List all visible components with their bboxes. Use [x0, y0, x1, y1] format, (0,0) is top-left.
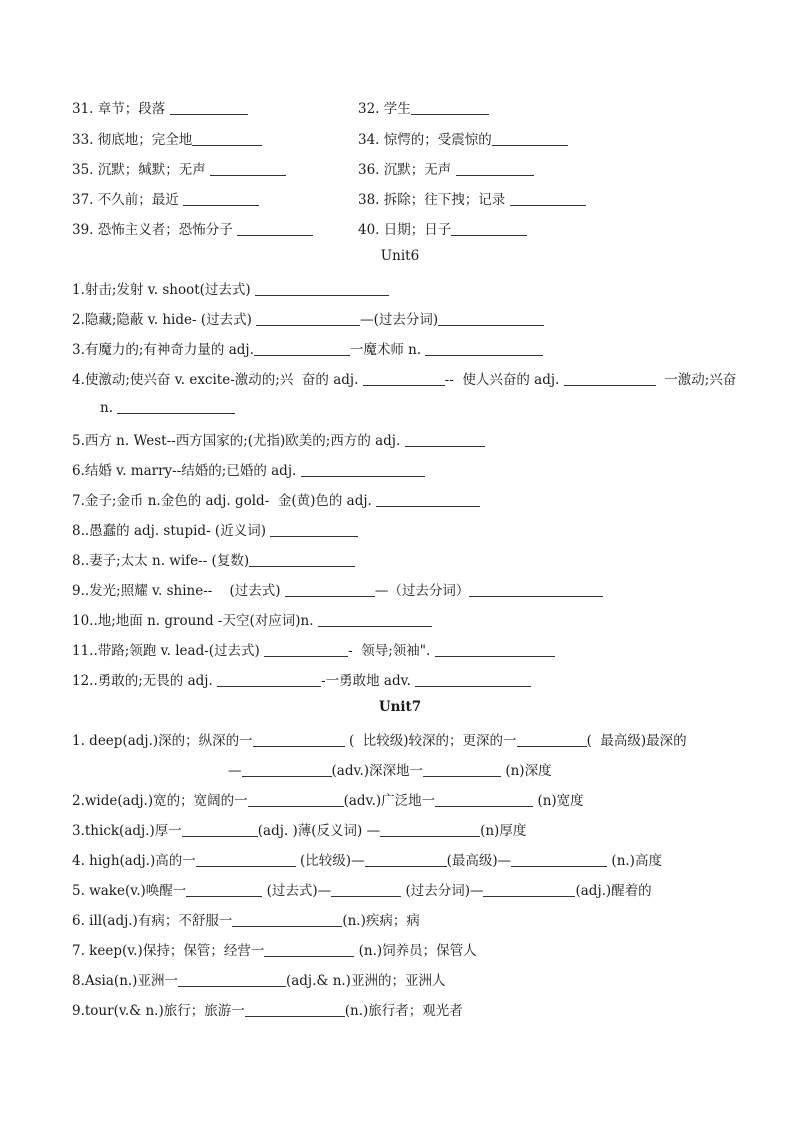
item-text: 2.wide(adj.)宽的；宽阔的一	[72, 793, 248, 809]
answer-blank[interactable]	[186, 882, 262, 897]
answer-blank[interactable]	[451, 221, 527, 236]
item-text: 4.使激动;使兴奋 v. excite-激动的;兴 奋的 adj.	[72, 372, 359, 388]
item-text: 1.射击;发射 v. shoot(过去式)	[72, 282, 251, 298]
item-text: (最高级)—	[446, 853, 512, 869]
unit6-item	[72, 549, 355, 569]
item-text: 12..勇敢的;无畏的 adj.	[72, 673, 213, 689]
answer-blank[interactable]	[249, 552, 355, 567]
answer-blank[interactable]	[183, 191, 259, 206]
item-text: 2.隐藏;隐蔽 v. hide- (过去式)	[72, 312, 252, 328]
item-text: -- 使人兴奋的 adj.	[444, 372, 560, 388]
unit6-item	[72, 338, 543, 358]
item-text: - 领导;领袖".	[348, 643, 431, 659]
unit7-item	[72, 999, 463, 1019]
answer-blank[interactable]	[217, 672, 321, 687]
unit6-item	[72, 489, 480, 509]
unit6-heading: Unit6	[380, 248, 420, 264]
item-text: ( 最高级)最深的	[586, 733, 687, 749]
unit6-item	[72, 669, 531, 689]
answer-blank[interactable]	[365, 852, 447, 867]
item-text: ( 比较级)较深的；更深的一	[348, 733, 517, 749]
item-text: 拆除；往下拽；记录	[383, 192, 506, 208]
answer-blank[interactable]	[270, 522, 358, 537]
item-text: (n)宽度	[537, 793, 584, 809]
unit7-item	[72, 939, 477, 959]
answer-blank[interactable]	[435, 792, 533, 807]
item-text: (过去分词)—	[405, 883, 484, 899]
answer-blank[interactable]	[196, 852, 296, 867]
unit6-item	[72, 519, 358, 539]
item-text: 学生	[383, 101, 411, 117]
answer-blank[interactable]	[405, 432, 485, 447]
item-text: 不久前；最近	[97, 192, 179, 208]
vocab-row	[0, 128, 800, 148]
item-number: 37.	[72, 192, 94, 208]
vocab-item	[358, 128, 568, 148]
vocab-item	[72, 97, 248, 117]
item-text: —	[228, 763, 242, 779]
answer-blank[interactable]	[178, 972, 286, 987]
item-text: (过去式)—	[266, 883, 332, 899]
unit6-item	[72, 609, 432, 629]
item-text: 6. ill(adj.)有病；不舒服一	[72, 913, 233, 929]
item-text: 7. keep(v.)保持；保管；经营一	[72, 943, 265, 959]
item-text: 8..愚蠢的 adj. stupid- (近义词)	[72, 523, 266, 539]
item-text: 一激动;兴奋	[664, 372, 737, 388]
item-text: (n)深度	[505, 763, 552, 779]
vocab-item	[72, 128, 262, 148]
answer-blank[interactable]	[363, 371, 445, 386]
item-number: 38.	[358, 192, 380, 208]
vocab-item	[358, 97, 489, 117]
answer-blank[interactable]	[425, 341, 543, 356]
unit7-item	[72, 729, 687, 749]
answer-blank[interactable]	[483, 882, 575, 897]
answer-blank[interactable]	[253, 732, 345, 747]
answer-blank[interactable]	[510, 191, 586, 206]
answer-blank[interactable]	[182, 822, 258, 837]
answer-blank[interactable]	[423, 762, 501, 777]
item-text: (n.)疾病；病	[342, 913, 420, 929]
item-text: (n)厚度	[480, 823, 527, 839]
item-text: (n.)饲养员；保管人	[358, 943, 477, 959]
item-text: 5. wake(v.)唤醒一	[72, 883, 187, 899]
unit6-item	[72, 278, 389, 298]
answer-blank[interactable]	[254, 341, 350, 356]
answer-blank[interactable]	[415, 672, 531, 687]
item-number: 40.	[358, 222, 380, 238]
item-text: 11..带路;领跑 v. lead-(过去式)	[72, 643, 260, 659]
unit6-item	[72, 459, 425, 479]
answer-blank[interactable]	[438, 311, 544, 326]
item-number: 31.	[72, 101, 94, 117]
item-text: n.	[100, 400, 113, 416]
item-text: 惊愕的；受震惊的	[383, 132, 492, 148]
answer-blank[interactable]	[469, 582, 603, 597]
answer-blank[interactable]	[380, 822, 480, 837]
item-number: 36.	[358, 162, 380, 178]
answer-blank[interactable]	[237, 221, 313, 236]
vocab-row	[0, 97, 800, 117]
item-text: (adj.)醒着的	[575, 883, 652, 899]
item-text: (n.)高度	[611, 853, 662, 869]
vocab-item	[358, 158, 534, 178]
item-text: -一勇敢地 adv.	[321, 673, 411, 689]
unit7-item	[72, 819, 526, 839]
item-text: (adv.)广泛地一	[343, 793, 436, 809]
answer-blank[interactable]	[170, 100, 248, 115]
vocab-item	[72, 218, 313, 238]
item-text: 5.西方 n. West--西方国家的;(尤指)欧美的;西方的 adj.	[72, 433, 401, 449]
item-text: —(过去分词)	[360, 312, 439, 328]
answer-blank[interactable]	[264, 942, 354, 957]
unit6-item	[72, 429, 485, 449]
vocab-row	[0, 218, 800, 238]
item-text: (adv.)深深地一	[331, 763, 424, 779]
answer-blank[interactable]	[376, 492, 480, 507]
answer-blank[interactable]	[248, 792, 344, 807]
answer-blank[interactable]	[331, 882, 401, 897]
item-text: 3.有魔力的;有神奇力量的 adj.	[72, 342, 254, 358]
item-number: 35.	[72, 162, 94, 178]
answer-blank[interactable]	[301, 462, 425, 477]
item-text: (adj. )薄(反义词) —	[257, 823, 381, 839]
answer-blank[interactable]	[318, 612, 432, 627]
answer-blank[interactable]	[285, 582, 375, 597]
item-number: 32.	[358, 101, 380, 117]
item-number: 39.	[72, 222, 94, 238]
answer-blank[interactable]	[242, 762, 332, 777]
item-text: (比较级)—	[300, 853, 365, 869]
unit7-item	[72, 879, 652, 899]
item-text: 一魔术师 n.	[349, 342, 422, 358]
unit6-item-continued	[100, 399, 235, 416]
vocab-row	[0, 158, 800, 178]
item-text: 8..妻子;太太 n. wife-- (复数)	[72, 553, 250, 569]
item-text: 1. deep(adj.)深的；纵深的一	[72, 733, 253, 749]
vocab-item	[358, 218, 527, 238]
unit6-item	[72, 579, 603, 599]
answer-blank[interactable]	[245, 1002, 345, 1017]
item-text: 沉默；无声	[383, 162, 452, 178]
unit7-item	[72, 789, 584, 809]
answer-blank[interactable]	[192, 131, 262, 146]
item-text: (n.)旅行者；观光者	[344, 1003, 463, 1019]
answer-blank[interactable]	[435, 642, 555, 657]
item-text: 沉默；缄默；无声	[97, 162, 206, 178]
vocab-item	[72, 158, 286, 178]
item-text: 8.Asia(n.)亚洲一	[72, 973, 178, 989]
answer-blank[interactable]	[564, 371, 656, 386]
unit7-item	[72, 969, 445, 989]
unit6-item	[72, 308, 544, 328]
item-text: (adj.& n.)亚洲的；亚洲人	[285, 973, 446, 989]
answer-blank[interactable]	[255, 281, 389, 296]
item-number: 33.	[72, 132, 94, 148]
answer-blank[interactable]	[264, 642, 348, 657]
unit6-item	[72, 639, 555, 659]
item-text: 9.tour(v.& n.)旅行；旅游一	[72, 1003, 245, 1019]
unit6-item	[72, 368, 736, 388]
unit7-item	[72, 849, 662, 869]
answer-blank[interactable]	[511, 852, 607, 867]
item-number: 34.	[358, 132, 380, 148]
vocab-item	[358, 188, 586, 208]
unit7-heading: Unit7	[378, 699, 422, 715]
item-text: 日期；日子	[383, 222, 452, 238]
answer-blank[interactable]	[456, 161, 534, 176]
item-text: 恐怖主义者；恐怖分子	[97, 222, 233, 238]
item-text: 10..地;地面 n. ground -天空(对应词)n.	[72, 613, 314, 629]
vocab-row	[0, 188, 800, 208]
item-text: 6.结婚 v. marry--结婚的;已婚的 adj.	[72, 463, 297, 479]
answer-blank[interactable]	[117, 399, 235, 414]
item-text: —（过去分词）	[374, 583, 470, 599]
answer-blank[interactable]	[210, 161, 286, 176]
item-text: 4. high(adj.)高的一	[72, 853, 196, 869]
item-text: 彻底地；完全地	[97, 132, 193, 148]
item-text: 7.金子;金币 n.金色的 adj. gold- 金(黄)色的 adj.	[72, 493, 372, 509]
vocab-item	[72, 188, 259, 208]
answer-blank[interactable]	[256, 311, 360, 326]
unit7-item-continued	[228, 759, 552, 779]
item-text: 3.thick(adj.)厚一	[72, 823, 182, 839]
answer-blank[interactable]	[411, 100, 489, 115]
answer-blank[interactable]	[492, 131, 568, 146]
unit7-item	[72, 909, 420, 929]
item-text: 章节；段落	[97, 101, 166, 117]
answer-blank[interactable]	[517, 732, 587, 747]
answer-blank[interactable]	[232, 912, 342, 927]
item-text: 9..发光;照耀 v. shine-- (过去式)	[72, 583, 281, 599]
